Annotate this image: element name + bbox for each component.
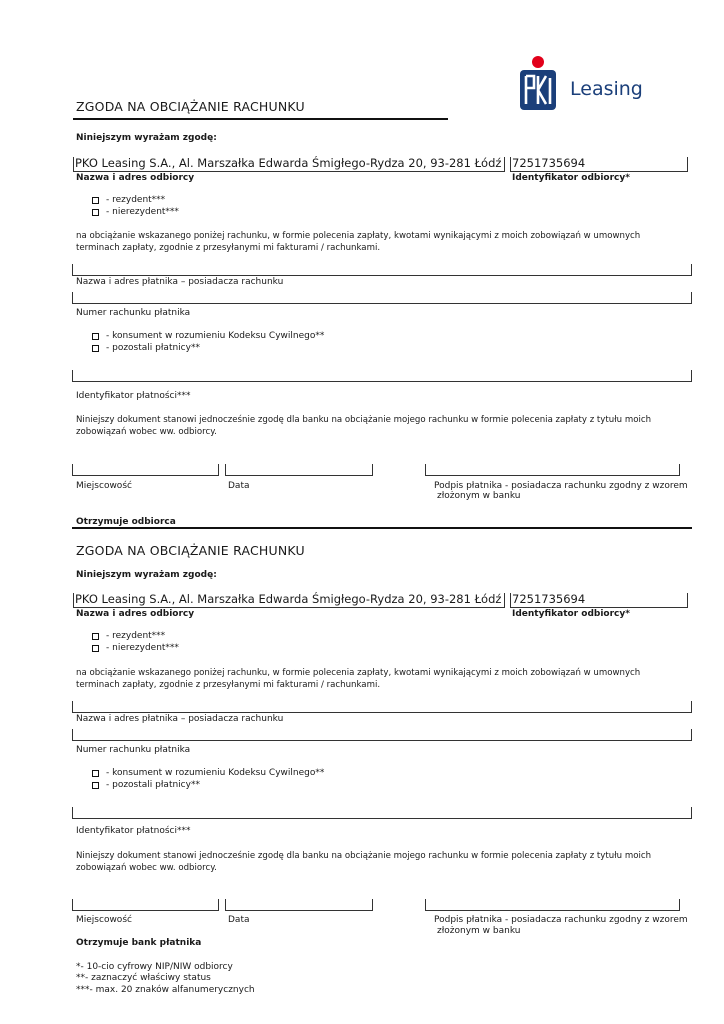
form1-document-statement: Niniejszy dokument stanowi jednocześnie zgodę dla banku na obciążanie mojego rachunku w formie polecenia zapłaty z tytułu moich zobowiązań wobec ww. odbiorcy. [76, 415, 652, 437]
form2-payer-name-label: Nazwa i adres płatnika – posiadacza rachunku [76, 714, 284, 724]
form1-recipient-label: Nazwa i adres odbiorcy [76, 173, 195, 183]
form2-title: ZGODA NA OBCIĄŻANIE RACHUNKU [76, 543, 305, 558]
form1-payer-name-label: Nazwa i adres płatnika – posiadacza rachunku [76, 277, 284, 287]
footnote-3: ***- max. 20 znaków alfanumerycznych [76, 985, 255, 995]
form2-consumer-checkbox[interactable] [92, 770, 99, 777]
form2-copy-label: Otrzymuje bank płatnika [76, 938, 202, 948]
form1-consumer-label: - konsument w rozumieniu Kodeksu Cywilnego** [106, 331, 325, 341]
form2-payer-id-field[interactable] [73, 807, 691, 818]
form2-nonresident-checkbox[interactable] [92, 645, 99, 652]
form1-recipient-id-label: Identyfikator odbiorcy* [512, 173, 630, 183]
form2-date-label: Data [228, 915, 250, 925]
brand-text: Leasing [570, 78, 643, 100]
form1-nonresident-checkbox[interactable] [92, 209, 99, 216]
form2-recipient-id-label: Identyfikator odbiorcy* [512, 609, 630, 619]
form1-nonresident-label: - nierezydent*** [106, 207, 179, 217]
form2-recipient-id-field[interactable]: 7251735694 [512, 592, 586, 606]
form2-other-payers-label: - pozostali płatnicy** [106, 780, 200, 790]
form2-other-payers-checkbox[interactable] [92, 782, 99, 789]
form1-consent-intro: Niniejszym wyrażam zgodę: [76, 133, 217, 143]
form2-consent-intro: Niniejszym wyrażam zgodę: [76, 570, 217, 580]
form1-payer-id-field[interactable] [73, 370, 691, 381]
form1-resident-label: - rezydent*** [106, 195, 166, 205]
form2-nonresident-label: - nierezydent*** [106, 643, 179, 653]
footnote-2: **- zaznaczyć właściwy status [76, 973, 211, 983]
form1-resident-checkbox[interactable] [92, 197, 99, 204]
footnote-1: *- 10-cio cyfrowy NIP/NIW odbiorcy [76, 962, 233, 972]
form2-signature-label-2: złożonym w banku [437, 926, 521, 936]
form2-signature-label-1: Podpis płatnika - posiadacza rachunku zgodny z wzorem [434, 915, 688, 925]
form1-other-payers-checkbox[interactable] [92, 345, 99, 352]
form1-recipient-field[interactable]: PKO Leasing S.A., Al. Marszałka Edwarda Śmigłego-Rydza 20, 93-281 Łódź [75, 156, 502, 170]
form2-resident-label: - rezydent*** [106, 631, 166, 641]
form2-place-label: Miejscowość [76, 915, 132, 925]
form1-recipient-id-field[interactable]: 7251735694 [512, 156, 586, 170]
form1-other-payers-label: - pozostali płatnicy** [106, 343, 200, 353]
pko-leasing-logo [518, 54, 643, 114]
form2-payer-id-label: Identyfikator płatności*** [76, 826, 191, 836]
form2-account-number-field[interactable] [73, 729, 691, 740]
form2-date-field[interactable] [226, 899, 372, 910]
form1-consumer-checkbox[interactable] [92, 333, 99, 340]
form2-signature-field[interactable] [426, 899, 679, 910]
form1-date-field[interactable] [226, 464, 372, 475]
form2-payer-name-field[interactable] [73, 701, 691, 712]
form2-account-number-label: Numer rachunku płatnika [76, 745, 191, 755]
section-divider [72, 527, 692, 529]
form2-document-statement: Niniejszy dokument stanowi jednocześnie zgodę dla banku na obciążanie mojego rachunku w formie polecenia zapłaty z tytułu moich zobowiązań wobec ww. odbiorcy. [76, 851, 652, 873]
form1-signature-label-2: złożonym w banku [437, 491, 521, 501]
form1-signature-field[interactable] [426, 464, 679, 475]
form1-date-label: Data [228, 481, 250, 491]
form1-account-number-label: Numer rachunku płatnika [76, 308, 191, 318]
form1-title-underline [73, 118, 448, 120]
form1-payer-id-label: Identyfikator płatności*** [76, 391, 191, 401]
form1-title: ZGODA NA OBCIĄŻANIE RACHUNKU [76, 99, 305, 114]
form2-recipient-field[interactable]: PKO Leasing S.A., Al. Marszałka Edwarda Śmigłego-Rydza 20, 93-281 Łódź [75, 592, 502, 606]
form2-authorization-text: na obciążanie wskazanego poniżej rachunku, w formie polecenia zapłaty, kwotami wynikającymi z moich zobowiązań w umownych terminach zapłaty, zgodnie z przesyłanymi mi fakturami / rachunkami. [76, 668, 641, 690]
pko-seal-icon [518, 54, 558, 112]
form1-place-field[interactable] [73, 464, 218, 475]
form1-payer-name-field[interactable] [73, 264, 691, 275]
form2-place-field[interactable] [73, 899, 218, 910]
form1-signature-label-1: Podpis płatnika - posiadacza rachunku zgodny z wzorem [434, 481, 688, 491]
form1-copy-label: Otrzymuje odbiorca [76, 517, 176, 527]
form1-account-number-field[interactable] [73, 292, 691, 303]
form1-place-label: Miejscowość [76, 481, 132, 491]
form2-recipient-label: Nazwa i adres odbiorcy [76, 609, 195, 619]
form2-resident-checkbox[interactable] [92, 633, 99, 640]
form1-authorization-text: na obciążanie wskazanego poniżej rachunku, w formie polecenia zapłaty, kwotami wynikającymi z moich zobowiązań w umownych terminach zapłaty, zgodnie z przesyłanymi mi fakturami / rachunkami. [76, 231, 641, 253]
form2-consumer-label: - konsument w rozumieniu Kodeksu Cywilnego** [106, 768, 325, 778]
